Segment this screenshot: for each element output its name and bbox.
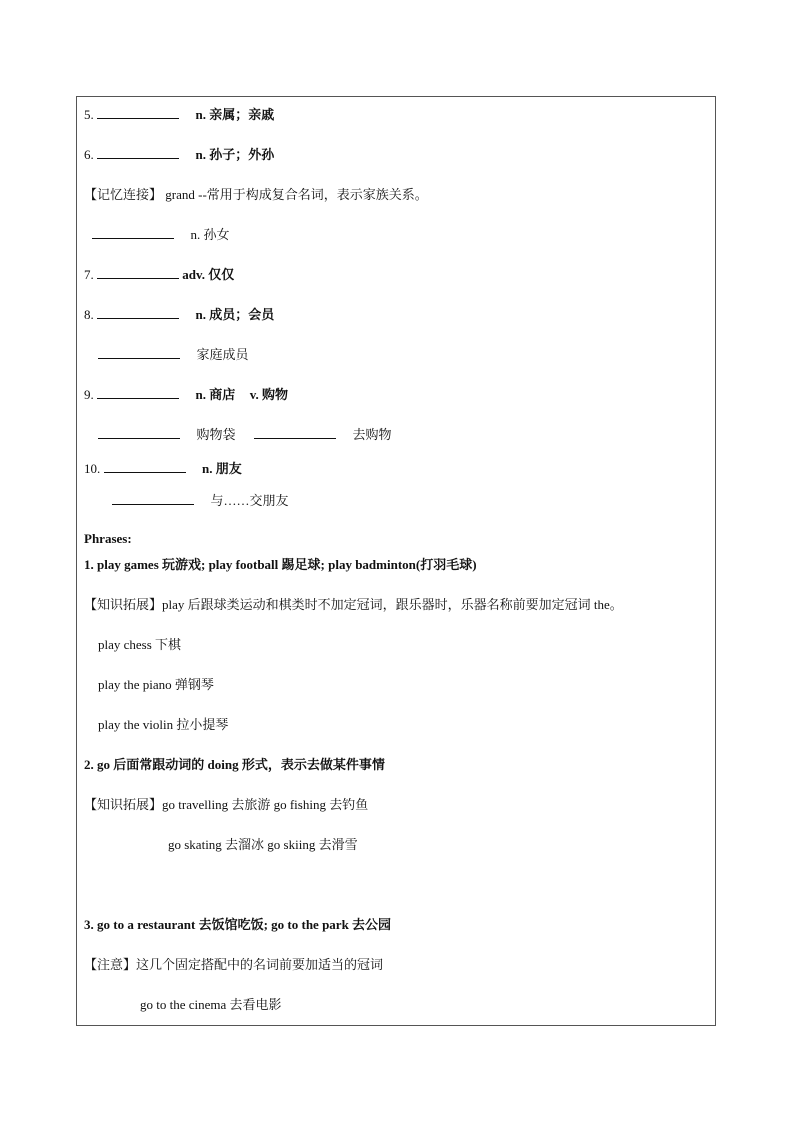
meaning: 与……交朋友 <box>210 493 289 508</box>
item-number: 10. <box>84 461 101 476</box>
vocab-item-9 <box>84 386 288 404</box>
answer-blank[interactable] <box>97 306 179 319</box>
vocab-subitem-shopping <box>98 426 392 444</box>
phrase-3-note <box>84 956 383 974</box>
phrase-3: 3. go to a restaurant 去饭馆吃饭; go to the park 去公园 <box>84 917 392 932</box>
phrase-2-extension <box>84 796 368 814</box>
meaning: 商店 <box>209 387 236 402</box>
meaning-2: 去购物 <box>352 427 392 442</box>
meaning: 家庭成员 <box>196 347 249 362</box>
meaning: 成员；会员 <box>209 307 275 322</box>
part-of-speech: n. <box>190 227 201 242</box>
phrase-2: 2. go 后面常跟动词的 doing 形式，表示去做某件事情 <box>84 757 385 772</box>
vocab-subitem-make-friends <box>112 492 289 510</box>
part-of-speech: n. <box>202 461 213 476</box>
answer-blank[interactable] <box>97 266 179 279</box>
meaning: 孙女 <box>203 227 230 242</box>
answer-blank[interactable] <box>98 426 180 439</box>
phrases-heading: Phrases: <box>84 531 132 546</box>
part-of-speech: n. <box>195 107 206 122</box>
vocab-item-8 <box>84 306 274 324</box>
meaning: 仅仅 <box>208 267 235 282</box>
phrase-1-example-1: play chess 下棋 <box>98 637 182 652</box>
answer-blank[interactable] <box>97 386 179 399</box>
phrase-3-example-1: go to the cinema 去看电影 <box>140 997 282 1012</box>
part-of-speech-2: v. <box>249 387 259 402</box>
part-of-speech: adv. <box>182 267 206 282</box>
phrase-1-example-2: play the piano 弹钢琴 <box>98 677 214 692</box>
phrase-1: 1. play games 玩游戏; play football 踢足球; play badminton(打羽毛球) <box>84 557 477 572</box>
meaning: 购物袋 <box>196 427 236 442</box>
part-of-speech: n. <box>195 307 206 322</box>
phrase-2-extension-line-2: go skating 去溜冰 go skiing 去滑雪 <box>168 837 358 852</box>
memory-note <box>84 186 428 204</box>
meaning: 孙子；外孙 <box>209 147 275 162</box>
phrase-1-extension <box>84 596 623 614</box>
memory-tag: 【记忆连接】 <box>84 187 163 202</box>
answer-blank[interactable] <box>104 460 186 473</box>
part-of-speech: n. <box>195 387 206 402</box>
answer-blank[interactable] <box>97 106 179 119</box>
extension-tag: 【知识拓展】 <box>84 597 163 612</box>
answer-blank[interactable] <box>98 346 180 359</box>
extension-text: go travelling 去旅游 go fishing 去钓鱼 <box>162 797 369 812</box>
note-text: 这几个固定搭配中的名词前要加适当的冠词 <box>136 957 384 972</box>
part-of-speech: n. <box>195 147 206 162</box>
note-tag: 【注意】 <box>84 957 137 972</box>
memory-text: grand --常用于构成复合名词，表示家族关系。 <box>165 187 428 202</box>
answer-blank-2[interactable] <box>254 426 336 439</box>
extension-text: play 后跟球类运动和棋类时不加定冠词，跟乐器时，乐器名称前要加定冠词 the。 <box>162 597 623 612</box>
answer-blank[interactable] <box>92 226 174 239</box>
extension-tag: 【知识拓展】 <box>84 797 163 812</box>
item-number: 5. <box>84 107 94 122</box>
vocab-subitem-granddaughter <box>92 226 230 244</box>
answer-blank[interactable] <box>97 146 179 159</box>
item-number: 7. <box>84 267 94 282</box>
item-number: 8. <box>84 307 94 322</box>
answer-blank[interactable] <box>112 492 194 505</box>
item-number: 9. <box>84 387 94 402</box>
vocab-item-6 <box>84 146 274 164</box>
meaning-2: 购物 <box>262 387 289 402</box>
vocab-item-7 <box>84 266 234 284</box>
phrase-1-example-3: play the violin 拉小提琴 <box>98 717 229 732</box>
item-number: 6. <box>84 147 94 162</box>
meaning: 朋友 <box>215 461 242 476</box>
vocab-item-5 <box>84 106 274 124</box>
vocab-subitem-family-member <box>98 346 249 364</box>
meaning: 亲属；亲戚 <box>209 107 275 122</box>
vocab-item-10 <box>84 460 242 478</box>
